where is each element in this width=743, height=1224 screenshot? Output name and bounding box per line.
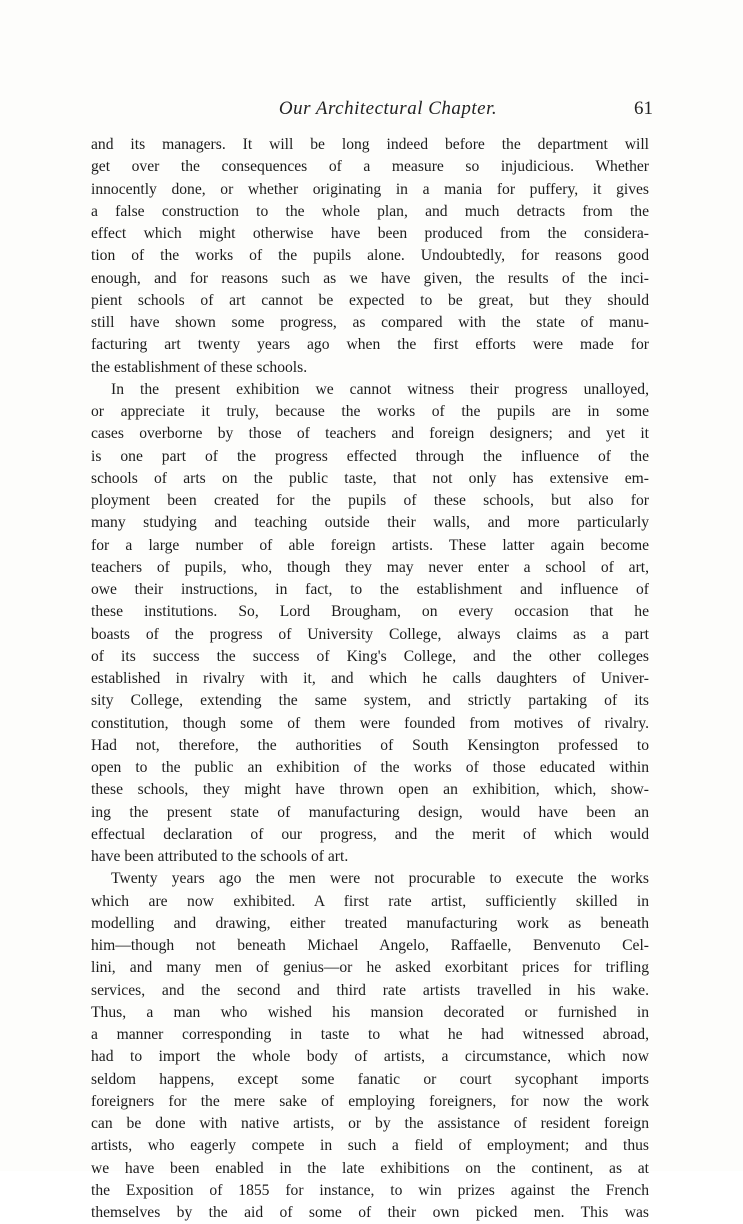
- text-line: Thus, a man who wished his mansion decorated or furnished in: [91, 1003, 649, 1021]
- text-line: for a large number of able foreign artists. These latter again become: [91, 536, 649, 554]
- text-line: can be done with native artists, or by the assistance of resident foreign: [91, 1115, 649, 1132]
- text-line: pient schools of art cannot be expected to be great, but they should: [91, 291, 649, 309]
- text-line: we have been enabled in the late exhibitions on the continent, as at: [91, 1159, 649, 1177]
- text-line: enough, and for reasons such as we have given, the results of the inci-: [91, 269, 649, 287]
- text-line: innocently done, or whether originating in a mania for puffery, it gives: [91, 180, 649, 198]
- text-line: cases overborne by those of teachers and foreign designers; and yet it: [91, 425, 649, 443]
- text-line: Had not, therefore, the authorities of South Kensington professed to: [91, 736, 649, 754]
- text-line: is one part of the progress effected through the influence of the: [91, 447, 649, 465]
- text-line: ployment been created for the pupils of these schools, but also for: [91, 492, 649, 509]
- body-text: [91, 134, 649, 1224]
- text-line: and its managers. It will be long indeed before the department will: [91, 136, 649, 153]
- text-line: these schools, they might have thrown open an exhibition, which, show-: [91, 781, 649, 799]
- paragraph-end-line: the establishment of these schools.: [91, 358, 308, 376]
- text-line: these institutions. So, Lord Brougham, on every occasion that he: [91, 603, 649, 621]
- text-line: still have shown some progress, as compared with the state of manu-: [91, 314, 649, 331]
- paragraph-start-line: Twenty years ago the men were not procurable to execute the works: [111, 870, 649, 888]
- text-line: lini, and many men of genius—or he asked exorbitant prices for trifling: [91, 959, 649, 977]
- text-line: artists, who eagerly compete in such a field of employment; and thus: [91, 1137, 649, 1155]
- text-line: ing the present state of manufacturing design, would have been an: [91, 803, 649, 821]
- text-line: sity College, extending the same system, and strictly partaking of its: [91, 692, 649, 710]
- page-number: 61: [634, 98, 653, 119]
- text-line: get over the consequences of a measure so injudicious. Whether: [91, 158, 649, 176]
- paragraph-start-line: In the present exhibition we cannot witness their progress unalloyed,: [111, 380, 649, 398]
- text-line: modelling and drawing, either treated manufacturing work as beneath: [91, 914, 649, 932]
- text-line: which are now exhibited. A first rate artist, sufficiently skilled in: [91, 892, 649, 910]
- text-line: themselves by the aid of some of their own picked men. This was: [91, 1204, 649, 1221]
- text-line: schools of arts on the public taste, that not only has extensive em-: [91, 469, 649, 487]
- text-line: of its success the success of King's College, and the other colleges: [91, 647, 649, 665]
- text-line: tion of the works of the pupils alone. Undoubtedly, for reasons good: [91, 247, 649, 265]
- text-line: had to import the whole body of artists, a circumstance, which now: [91, 1048, 649, 1066]
- running-title: Our Architectural Chapter.: [278, 98, 498, 119]
- text-line: services, and the second and third rate artists travelled in his wake.: [91, 981, 649, 999]
- text-line: established in rivalry with it, and which he calls daughters of Univer-: [91, 670, 649, 687]
- text-line: seldom happens, except some fanatic or court sycophant imports: [91, 1070, 649, 1088]
- text-line: owe their instructions, in fact, to the establishment and influence of: [91, 581, 649, 598]
- text-line: facturing art twenty years ago when the first efforts were made for: [91, 336, 649, 354]
- text-line: effectual declaration of our progress, and the merit of which would: [91, 825, 649, 843]
- text-line: effect which might otherwise have been produced from the considera-: [91, 225, 649, 242]
- text-line: teachers of pupils, who, though they may never enter a school of art,: [91, 558, 649, 576]
- text-line: foreigners for the mere sake of employing foreigners, for now the work: [91, 1092, 649, 1110]
- text-line: constitution, though some of them were founded from motives of rivalry.: [91, 714, 649, 732]
- text-line: him—though not beneath Michael Angelo, Raffaelle, Benvenuto Cel-: [91, 937, 649, 954]
- text-line: or appreciate it truly, because the works of the pupils are in some: [91, 403, 649, 420]
- paragraph-end-line: have been attributed to the schools of art.: [91, 848, 349, 865]
- text-line: open to the public an exhibition of the works of those educated within: [91, 759, 649, 776]
- text-line: boasts of the progress of University College, always claims as a part: [91, 625, 649, 643]
- text-line: many studying and teaching outside their walls, and more particularly: [91, 514, 649, 532]
- text-line: the Exposition of 1855 for instance, to win prizes against the French: [91, 1181, 649, 1199]
- text-line: a false construction to the whole plan, and much detracts from the: [91, 202, 649, 220]
- text-line: a manner corresponding in taste to what he had witnessed abroad,: [91, 1026, 649, 1043]
